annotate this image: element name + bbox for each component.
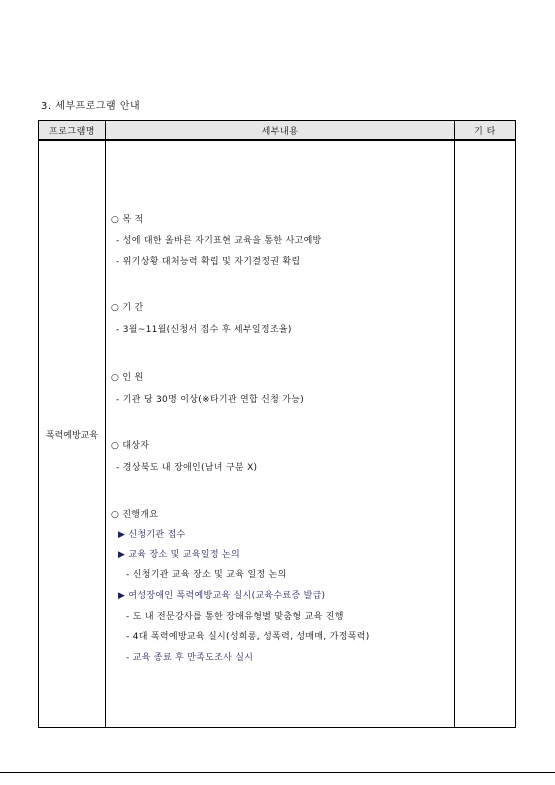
header-program-name: 프로그램명 (39, 121, 106, 141)
table-row (39, 140, 516, 728)
table-header-row (39, 121, 516, 141)
header-details: 세부내용 (106, 121, 455, 141)
period-item: - 3월~11월(신청서 접수 후 세부일정조율) (116, 325, 292, 335)
overview-step: ▶ 신청기관 접수 (118, 530, 186, 540)
details-cell (106, 140, 455, 728)
target-heading: ○ 대상자 (111, 441, 150, 451)
page-bottom-rule (0, 772, 555, 773)
overview-substep: - 4대 폭력예방교육 실시(성희롱, 성폭력, 성매매, 가정폭력) (126, 632, 370, 642)
target-item: - 경상북도 내 장애인(남녀 구분 X) (116, 463, 258, 473)
program-name-cell: 폭력예방교육 (39, 140, 106, 728)
overview-substep: - 신청기관 교육 장소 및 교육 일정 논의 (126, 570, 287, 580)
overview-substep: - 교육 종료 후 만족도조사 실시 (126, 653, 254, 663)
overview-substep: - 도 내 전문강사를 통한 장애유형별 맞춤형 교육 진행 (126, 612, 344, 622)
remarks-cell (455, 140, 516, 728)
section-title: 3. 세부프로그램 안내 (41, 101, 141, 112)
purpose-heading: ○ 목 적 (111, 215, 144, 225)
program-table (38, 120, 516, 728)
purpose-item: - 위기상황 대처능력 확립 및 자기결정권 확립 (116, 257, 301, 267)
overview-step: ▶ 교육 장소 및 교육일정 논의 (118, 550, 240, 560)
overview-step: ▶ 여성장애인 폭력예방교육 실시(교육수료증 발급) (118, 591, 326, 601)
period-heading: ○ 기 간 (111, 303, 144, 313)
header-remarks: 기 타 (455, 121, 516, 141)
overview-heading: ○ 진행개요 (111, 510, 159, 520)
purpose-item: - 성에 대한 올바른 자기표현 교육을 통한 사고예방 (116, 236, 322, 246)
people-heading: ○ 인 원 (111, 373, 144, 383)
people-item: - 기관 당 30명 이상(※타기관 연합 신청 가능) (116, 395, 305, 405)
